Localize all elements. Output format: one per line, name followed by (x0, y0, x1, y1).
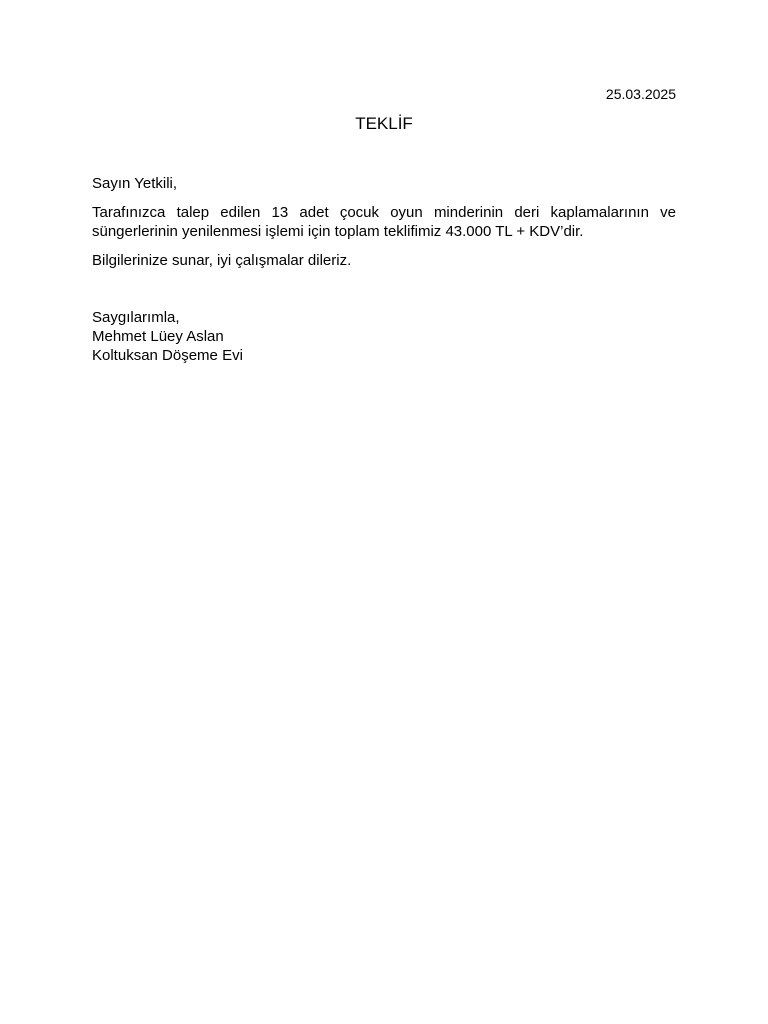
signature-block (92, 308, 676, 365)
letter-date: 25.03.2025 (605, 86, 676, 102)
signer-name: Mehmet Lüey Aslan (92, 328, 224, 345)
offer-paragraph: Tarafınızca talep edilen 13 adet çocuk oyun minderinin deri kaplamalarının ve süngerlerinin yenilenmesi işlemi için toplam teklifimiz 43.000 TL + KDV’dir. (92, 204, 676, 240)
company-name: Koltuksan Döşeme Evi (92, 347, 243, 364)
salutation: Sayın Yetkili, (92, 175, 178, 192)
closing-paragraph: Bilgilerinize sunar, iyi çalışmalar dileriz. (92, 252, 352, 269)
letter-body (92, 174, 676, 365)
closing-line: Saygılarımla, (92, 309, 180, 326)
letter-title: TEKLİF (355, 114, 413, 133)
